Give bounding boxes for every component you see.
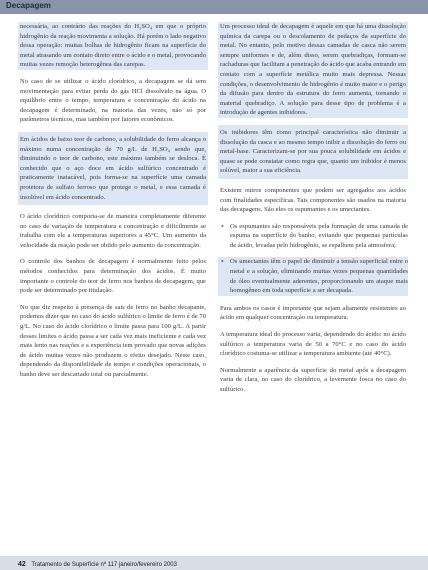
page-number: 42 [18,561,26,568]
bullet-icon: • [221,257,224,267]
journal-info: Tratamento de Superfície nº 117 janeiro/fevereiro 2003 [31,562,177,568]
paragraph: Os inibidores têm como principal característica não diminuir a dissolução da casca e ao mesmo tempo inibir a dissolução do ferro ou metal-base. Caracterizam-se por sua pouca solubilidade em ácidos e quase se pode constatar como regra que, quanto um inibidor é menos solúvel, maior a sua eficiência. [218,125,408,179]
list-item [218,222,408,251]
left-column [18,22,208,387]
paragraph: O ácido clorídrico comporta-se de maneira completamente diferente no caso de variação de temperatura e concentração e dificilmente se trabalha com ele a temperaturas superiores a 45°C. Um aumento da velocidade da reação pode ser obtido pelo aumento da concentração. [20,213,206,249]
page-footer [18,561,177,568]
paragraph: Em ácidos de baixo teor de carbono, a solubilidade do ferro alcança o máximo numa concentração de 70 g/L de H₂SO₄ sendo que, diminuindo o teor de carbono, este máximo também se desloca. É conhecido que o aço doce em ácido sulfúrico concentrado é praticamente inatacável, pois forma-se na superfície uma camada protetora de sulfato ferroso que protege o metal, e essa camada é insolúvel em ácido concentrado. [18,132,208,205]
list-item-text: Os espumantes são responsáveis pela formação de uma camada de espuma na superfície do banho, evitando que pequenas partículas de ácido, levadas pelo hidrogênio, se espalhem pela atmosfera; [230,222,408,249]
paragraph: Um processo ideal de decapagem é aquele em que há uma dissolução química da carepa ou o descolamento de pedaços da superfície do metal. No entanto, pelo motivo dessas camadas de casca não serem sempre uniformes e de, além disso, serem quebradiças, formam-se rachaduras que facilitam a penetração do ácido que acaba entrando em contato com a superfície metálica muito mais depressa. Nessas condições, o desenvolvimento de hidrogênio é muito maior e o perigo da difusão para dentro da estrutura do ferro aumenta, tornando o material quebradiço. A solução para desse tipo de problema é a introdução de agentes inibidores. [220,23,406,117]
paragraph: Normalmente a aparência da superfície do metal após a decapagem varia de clara, no caso do clorídrico, a levemente fosca no caso do sulfúrico. [220,366,406,393]
bullet-icon: • [221,221,224,231]
list-item [218,257,408,295]
paragraph: Para ambos os casos é importante que sejam altamente resistentes ao ácido em qualquer concentração ou temperatura. [220,304,406,322]
section-label: Decapagem [6,1,51,10]
paragraph: O controle dos banhos de decapagem é normalmente feito pelos métodos conhecidos para determinação dos ácidos. É muito importante o controle do teor de ferro nos banhos de decapagem, que pode ser determinado por titulação. [20,258,206,295]
bullet-list [218,222,408,296]
paragraph: Existem outros componentes que podem ser agregados aos ácidos com finalidades específicas. Tais componentes são usados na maioria das decapagens. São eles os espumantes e os umectantes. [220,186,406,214]
paragraph: No caso de se utilizar o ácido clorídrico, a decapagem se dá sem movimentação para evitar perda do gás HCl dissolvido na água. O equilíbrio entre o tempo, temperatura e concentração do ácido na decapagem é determinado, na maioria das vezes, não só por parâmetros técnicos, mas também por fatores econômicos. [20,77,206,124]
header-bar [0,0,428,14]
paragraph: necessária, ao contrário das reações do H₂SO₄ em que o próprio hidrogênio da reação movimenta a solução. Há porém o lado negativo dessa operação: muitas bolhas de hidrogênio ficam na superfície do metal atrasando um contato direto entre o ácido e o metal, provocando muitas vezes remoção heterogênea das carepas. [20,23,206,69]
list-item-text: Os umectantes têm o papel de diminuir a tensão superficial entre o metal e a solução, eliminando muitas vezes pequenas quantidades de óleo eventualmente aderentes, proporcionando um ataque mais homogêneo em toda superfície a ser decapada. [230,258,408,295]
paragraph: No que diz respeito à presença de sais de ferro no banho decapante, podemos dizer que no caso do ácido sulfúrico o limite de ferro é de 70 g/L. No caso do ácido clorídrico o limite passa para 100 g/L. A partir desses limites o ácido passa a ser cada vez mais ineficiente e cada vez mais lento nas reações e a experiência tem provado que novas adições de ácido muitas vezes não produzem o efeito desejado. Neste caso, dependendo da disponibilidade de tempo e condições operacionais, o banho deve ser descartado total ou parcialmente. [20,303,206,378]
right-column [218,22,408,402]
paragraph: A temperatura ideal do processo varia, dependendo do ácido: no ácido sulfúrico a temperatura varia de 50 a 70°C e no caso do ácido clorídrico costuma-se utilizar a temperatura ambiente (até 40°C). [220,331,406,358]
